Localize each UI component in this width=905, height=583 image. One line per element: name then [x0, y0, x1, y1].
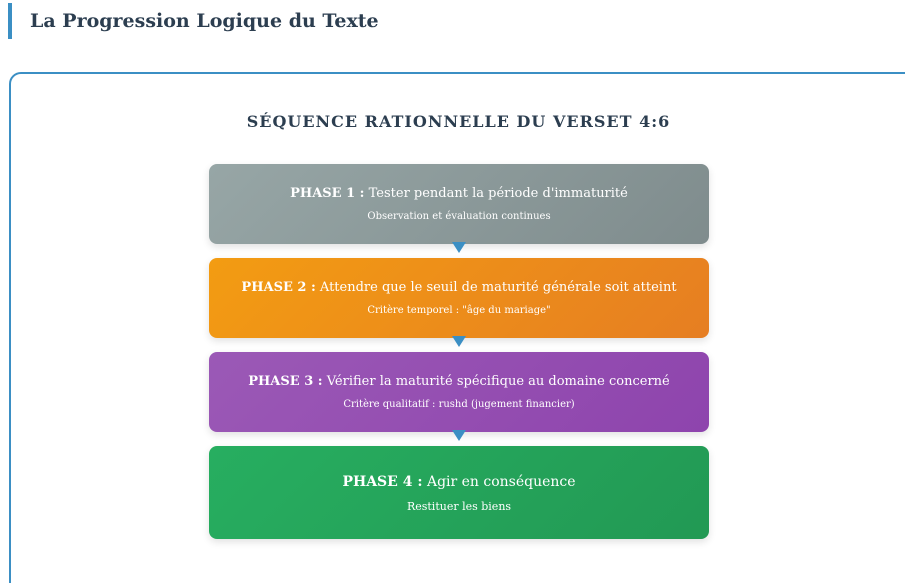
- down-arrow-icon: [452, 242, 466, 253]
- phase-1-text: Tester pendant la période d'immaturité: [368, 186, 628, 201]
- phase-2-label: PHASE 2 :: [241, 280, 316, 295]
- phase-2-detail: Critère temporel : "âge du mariage": [367, 305, 551, 316]
- phase-4-text: Agir en conséquence: [426, 473, 576, 490]
- sequence-title: SÉQUENCE RATIONNELLE DU VERSET 4:6: [246, 112, 671, 131]
- down-arrow-icon: [452, 430, 466, 441]
- section-heading: [8, 3, 379, 39]
- down-arrow-icon: [452, 336, 466, 347]
- phase-2-box: [209, 258, 709, 338]
- phase-1-detail: Observation et évaluation continues: [367, 211, 551, 222]
- phase-3-heading: [248, 373, 669, 391]
- phase-1-heading: [290, 185, 628, 203]
- phase-4-box: [209, 446, 709, 539]
- phase-3-text: Vérifier la maturité spécifique au domaine concerné: [326, 374, 670, 389]
- phase-4-label: PHASE 4 :: [342, 473, 423, 490]
- phase-2-text: Attendre que le seuil de maturité générale soit atteint: [319, 280, 677, 295]
- phase-2-heading: [241, 279, 676, 297]
- phase-1-box: [209, 164, 709, 244]
- phase-3-detail: Critère qualitatif : rushd (jugement financier): [343, 399, 575, 410]
- phase-1-label: PHASE 1 :: [290, 186, 365, 201]
- phase-3-label: PHASE 3 :: [248, 374, 323, 389]
- section-title: La Progression Logique du Texte: [30, 10, 379, 32]
- phase-4-detail: Restituer les biens: [406, 499, 512, 513]
- phase-3-box: [209, 352, 709, 432]
- phase-4-heading: [342, 473, 575, 491]
